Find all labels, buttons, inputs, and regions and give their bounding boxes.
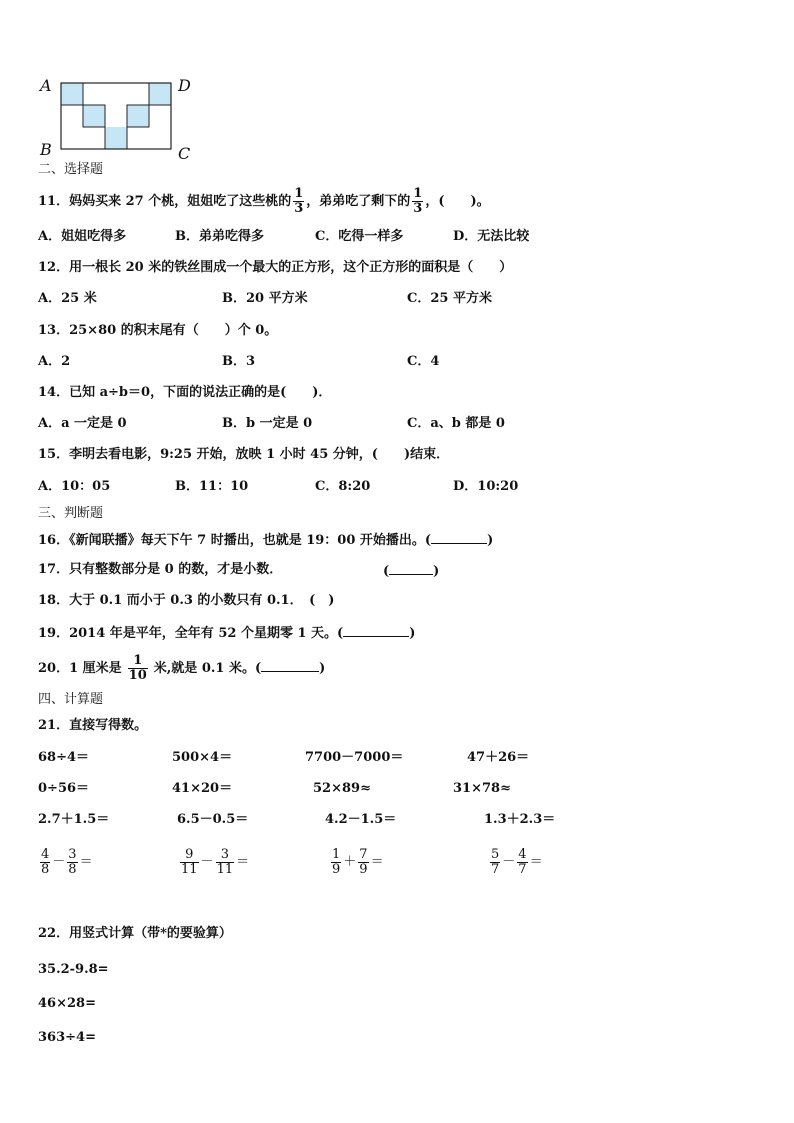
option[interactable]: C．4 <box>407 354 440 369</box>
question-16 <box>38 531 493 549</box>
question-12: 12．用一根长 20 米的铁丝围成一个最大的正方形，这个正方形的面积是（ ） <box>38 260 513 275</box>
question-18: 18．大于 0.1 而小于 0.3 的小数只有 0.1． ( ) <box>38 593 335 608</box>
fraction: $\frac{1}{3}$ <box>294 186 304 216</box>
calc-item: 0÷56＝ <box>38 781 90 796</box>
question-22-title: 22．用竖式计算（带*的要验算） <box>38 926 232 941</box>
option[interactable]: A．姐姐吃得多 <box>38 229 127 244</box>
option[interactable]: C．25 平方米 <box>407 291 492 306</box>
calc-item: 41×20＝ <box>172 781 233 796</box>
q20-close: ) <box>319 661 326 676</box>
q17-open: ( <box>383 564 390 579</box>
shaded-cell <box>149 83 171 105</box>
calc-item: 68÷4＝ <box>38 750 90 765</box>
question-19 <box>38 624 415 642</box>
fraction-calc-item: $\frac{4}{8}$ － $\frac{3}{8}$ ＝ <box>41 847 93 877</box>
vertical-calc-item: 363÷4= <box>38 1030 96 1045</box>
option[interactable]: A．2 <box>38 354 71 369</box>
question-15: 15．李明去看电影，9:25 开始，放映 1 小时 45 分钟，( )结束． <box>38 447 450 462</box>
option[interactable]: C．吃得一样多 <box>315 229 404 244</box>
q19-close: ) <box>409 626 416 641</box>
q19-text: 19．2014 年是平年，全年有 52 个星期零 1 天。( <box>38 626 344 641</box>
option[interactable]: B．11：10 <box>175 479 249 494</box>
fraction-calc-item: $\frac{9}{11}$ － $\frac{3}{11}$ ＝ <box>181 847 250 877</box>
calc-item: 6.5－0.5＝ <box>177 812 249 827</box>
fraction: $\frac{1}{3}$ <box>413 186 423 216</box>
vertex-label-d: D <box>178 76 191 95</box>
option[interactable]: C．a、b 都是 0 <box>407 416 505 431</box>
option[interactable]: A．a 一定是 0 <box>38 416 127 431</box>
question-20 <box>38 652 325 686</box>
answer-blank[interactable] <box>431 531 487 544</box>
shaded-cell <box>127 105 149 127</box>
question-14: 14．已知 a÷b＝0，下面的说法正确的是( )． <box>38 385 332 400</box>
vertex-label-a: A <box>40 76 52 95</box>
shaded-cell <box>61 83 83 105</box>
calc-item: 7700－7000＝ <box>305 750 404 765</box>
answer-blank[interactable] <box>389 562 433 575</box>
fraction-calc-item: $\frac{5}{7}$ － $\frac{4}{7}$ ＝ <box>491 847 543 877</box>
q16-text: 16．《新闻联播》每天下午 7 时播出，也就是 19：00 开始播出。( <box>38 533 432 548</box>
vertical-calc-item: 35.2-9.8= <box>38 962 109 977</box>
rectangle-grid-figure <box>38 72 198 162</box>
option[interactable]: D．10:20 <box>453 479 519 494</box>
q11-text-2: ，弟弟吃了剩下的 <box>306 194 411 209</box>
question-13: 13．25×80 的积末尾有（ ）个 0。 <box>38 323 278 338</box>
q17-answer <box>383 562 439 580</box>
calc-item: 1.3＋2.3＝ <box>484 812 556 827</box>
section-heading-choice: 二、选择题 <box>38 162 104 177</box>
calc-item: 47＋26＝ <box>467 750 530 765</box>
calc-item: 500×4＝ <box>172 750 233 765</box>
q20-text-2: 米,就是 0.1 米。( <box>153 661 262 676</box>
option[interactable]: D．无法比较 <box>453 229 530 244</box>
vertex-label-b: B <box>40 140 52 159</box>
option[interactable]: B．b 一定是 0 <box>222 416 313 431</box>
option[interactable]: B．弟弟吃得多 <box>175 229 264 244</box>
shaded-cell <box>83 105 105 127</box>
vertical-calc-item: 46×28= <box>38 996 96 1011</box>
fraction: $\frac{1}{10}$ <box>128 653 147 683</box>
option[interactable]: B．20 平方米 <box>222 291 308 306</box>
answer-blank[interactable] <box>343 624 409 637</box>
section-heading-judge: 三、判断题 <box>38 506 104 521</box>
section-heading-calc: 四、计算题 <box>38 692 104 707</box>
q11-text-1: 11．妈妈买来 27 个桃，姐姐吃了这些桃的 <box>38 194 292 209</box>
option[interactable]: A．25 米 <box>38 291 97 306</box>
geometry-figure <box>38 72 198 162</box>
q17-text: 17．只有整数部分是 0 的数，才是小数． <box>38 562 283 577</box>
question-21-title: 21．直接写得数。 <box>38 718 148 733</box>
vertex-label-c: C <box>178 144 191 163</box>
q16-close: ) <box>487 533 494 548</box>
shaded-cell <box>105 127 127 149</box>
question-17 <box>38 562 282 578</box>
option[interactable]: C．8:20 <box>315 479 371 494</box>
calc-item: 31×78≈ <box>453 781 511 796</box>
q20-text-1: 20．1 厘米是 <box>38 661 122 676</box>
q11-text-3: ，( )。 <box>425 194 490 209</box>
option[interactable]: B．3 <box>222 354 256 369</box>
calc-item: 2.7＋1.5＝ <box>38 812 110 827</box>
question-11 <box>38 186 490 218</box>
q17-close: ) <box>433 564 440 579</box>
fraction-calc-item: $\frac{1}{9}$ ＋ $\frac{7}{9}$ ＝ <box>332 847 384 877</box>
answer-blank[interactable] <box>261 659 319 672</box>
option[interactable]: A．10：05 <box>38 479 111 494</box>
calc-item: 4.2－1.5＝ <box>325 812 397 827</box>
calc-item: 52×89≈ <box>313 781 371 796</box>
